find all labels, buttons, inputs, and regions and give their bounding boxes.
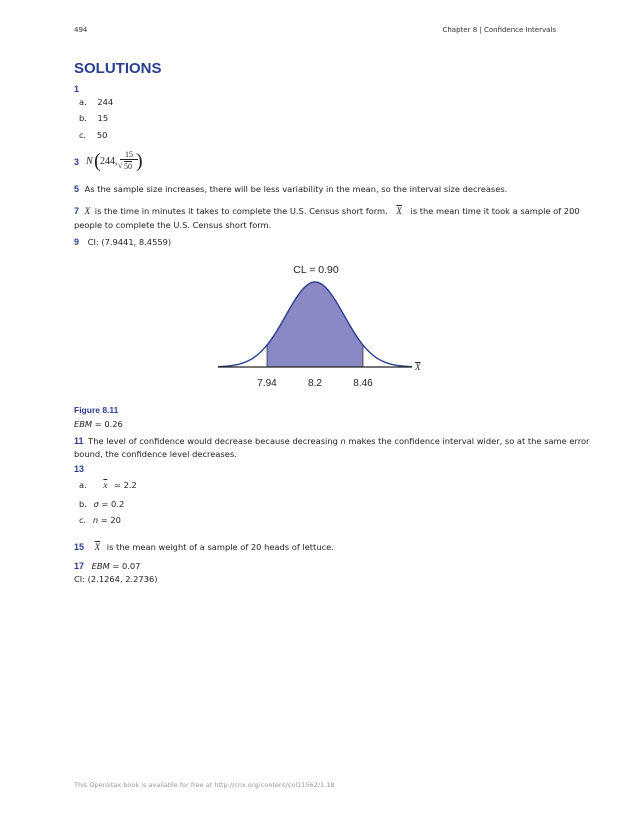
- tick-label-upper: 8.46: [353, 378, 373, 389]
- tick-label-mean: 8.2: [308, 378, 322, 389]
- solution-17-number: 17: [74, 561, 85, 571]
- item-value: 15: [97, 113, 109, 123]
- var-n: n: [340, 436, 346, 446]
- ebm-value: = 0.07: [112, 561, 141, 571]
- formula-mean: 244,: [100, 156, 118, 167]
- chapter-header: Chapter 8 | Confidence Intervals: [442, 26, 556, 34]
- figure-caption: Figure 8.11: [74, 405, 119, 415]
- solution-17-ci: CI: (2.1264, 2.2736): [74, 574, 158, 584]
- ebm-line: [74, 419, 123, 429]
- page-title: SOLUTIONS: [74, 60, 162, 77]
- item-label: c.: [79, 130, 87, 140]
- solution-1-number: 1: [74, 84, 80, 94]
- solution-11-text-1: The level of confidence would decrease because decreasing: [88, 436, 338, 446]
- ebm-label: EBM: [91, 561, 110, 571]
- solution-9-ci: CI: (7.9441, 8.4559): [87, 237, 172, 247]
- formula-denominator: 50: [124, 162, 132, 171]
- var-x-bar: $\overline{x}$: [103, 480, 108, 490]
- var-x-bar: $\overline{X}$: [94, 542, 101, 552]
- formula-paren: (: [94, 150, 101, 172]
- solution-11-text-2: makes the confidence interval wider, so at the same error: [348, 436, 590, 446]
- normal-curve-chart: [210, 258, 430, 394]
- item-value: = 2.2: [114, 480, 137, 490]
- solution-15: [74, 542, 334, 552]
- item-value: 50: [96, 130, 108, 140]
- page-number: 494: [74, 26, 88, 34]
- var-x: X: [84, 206, 91, 216]
- list-item: [79, 480, 137, 490]
- item-label: a.: [79, 480, 87, 490]
- list-item: [79, 130, 107, 140]
- solution-5-number: 5: [74, 184, 80, 194]
- solution-15-number: 15: [74, 542, 85, 552]
- list-item: [79, 499, 124, 509]
- item-label: b.: [79, 113, 87, 123]
- solution-3-number: 3: [74, 157, 80, 167]
- item-label: b.: [79, 499, 87, 509]
- solution-7-text-2: is the mean time it took a sample of 200: [410, 206, 580, 216]
- solution-13-number: 13: [74, 464, 85, 474]
- item-value: 244: [97, 97, 114, 107]
- x-axis-label: X: [415, 362, 421, 372]
- formula-n: N: [86, 156, 93, 167]
- item-value: = 0.2: [101, 499, 125, 509]
- solution-11-number: 11: [74, 436, 84, 446]
- var-x-bar: $\overline{X}$: [396, 206, 402, 216]
- sqrt-symbol: √: [118, 161, 123, 170]
- solution-7-text-1: is the time in minutes it takes to complete the U.S. Census short form.: [94, 206, 388, 216]
- solution-9: [74, 237, 171, 247]
- list-item: [79, 113, 108, 123]
- var-sigma: σ: [93, 499, 99, 509]
- solution-7-number: 7: [74, 206, 80, 216]
- solution-7-line-1: [74, 206, 580, 216]
- formula-numerator: 15: [120, 150, 138, 160]
- ebm-label: EBM: [74, 419, 93, 429]
- solution-5-text: As the sample size increases, there will be less variability in the mean, so the interval size decreases.: [84, 184, 508, 194]
- list-item: [79, 515, 121, 525]
- var-n: n: [92, 515, 99, 525]
- solution-17: [74, 561, 140, 571]
- solution-5: [74, 184, 507, 194]
- solution-7-line-2: people to complete the U.S. Census short form.: [74, 220, 272, 230]
- chart-title: CL = 0.90: [293, 264, 339, 276]
- footer-text: This OpenStax book is available for free at http://cnx.org/content/col11562/1.18: [74, 781, 335, 789]
- list-item: [79, 97, 113, 107]
- tick-label-lower: 7.94: [257, 378, 277, 389]
- item-label: c.: [79, 515, 87, 525]
- item-value: = 20: [100, 515, 121, 525]
- solution-11-line-2: bound, the confidence level decreases.: [74, 449, 237, 459]
- ebm-value: = 0.26: [94, 419, 123, 429]
- solution-15-text: is the mean weight of a sample of 20 heads of lettuce.: [106, 542, 334, 552]
- solution-9-number: 9: [74, 237, 80, 247]
- item-label: a.: [79, 97, 87, 107]
- solution-11-line-1: [74, 436, 589, 446]
- formula-paren: ): [136, 150, 143, 172]
